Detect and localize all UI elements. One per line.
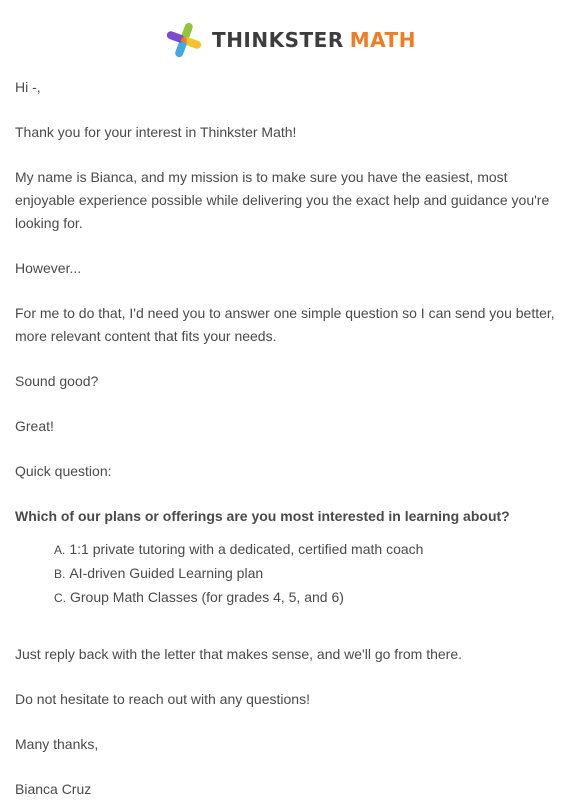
option-letter: C. bbox=[54, 591, 66, 605]
email-header bbox=[0, 0, 580, 80]
email-signature: Bianca Cruz bbox=[15, 781, 92, 797]
email-signoff: Many thanks, bbox=[15, 736, 99, 752]
option-text: AI-driven Guided Learning plan bbox=[69, 565, 264, 581]
brand-logo[interactable] bbox=[164, 20, 416, 60]
email-paragraph: Just reply back with the letter that makes sense, and we'll go from there. bbox=[15, 646, 462, 662]
brand-name-thinkster: THINKSTER bbox=[212, 28, 344, 52]
option-text: 1:1 private tutoring with a dedicated, certified math coach bbox=[69, 541, 424, 557]
option-letter: A. bbox=[54, 543, 66, 557]
email-paragraph: Quick question: bbox=[15, 463, 112, 479]
email-paragraph: For me to do that, I'd need you to answer one simple question so I can send you better, more relevant content that fits your needs. bbox=[15, 305, 555, 344]
email-paragraph: Great! bbox=[15, 418, 54, 434]
list-item bbox=[54, 538, 565, 562]
option-letter: B. bbox=[54, 567, 66, 581]
email-question: Which of our plans or offerings are you most interested in learning about? bbox=[15, 508, 510, 524]
options-list bbox=[15, 538, 565, 610]
email-paragraph: Thank you for your interest in Thinkster Math! bbox=[15, 124, 297, 140]
email-paragraph: My name is Bianca, and my mission is to make sure you have the easiest, most enjoyable experience possible while delivering you the exact help and guidance you're looking for. bbox=[15, 169, 550, 231]
list-item bbox=[54, 562, 565, 586]
email-paragraph: Do not hesitate to reach out with any questions! bbox=[15, 691, 310, 707]
thinkster-pinwheel-icon bbox=[164, 20, 204, 60]
email-body bbox=[0, 76, 580, 801]
email-greeting: Hi -, bbox=[15, 79, 41, 95]
list-item bbox=[54, 586, 565, 610]
brand-wordmark bbox=[212, 30, 416, 50]
brand-name-math: MATH bbox=[349, 28, 416, 52]
email-paragraph: However... bbox=[15, 260, 82, 276]
email-paragraph: Sound good? bbox=[15, 373, 99, 389]
option-text: Group Math Classes (for grades 4, 5, and 6) bbox=[70, 589, 344, 605]
